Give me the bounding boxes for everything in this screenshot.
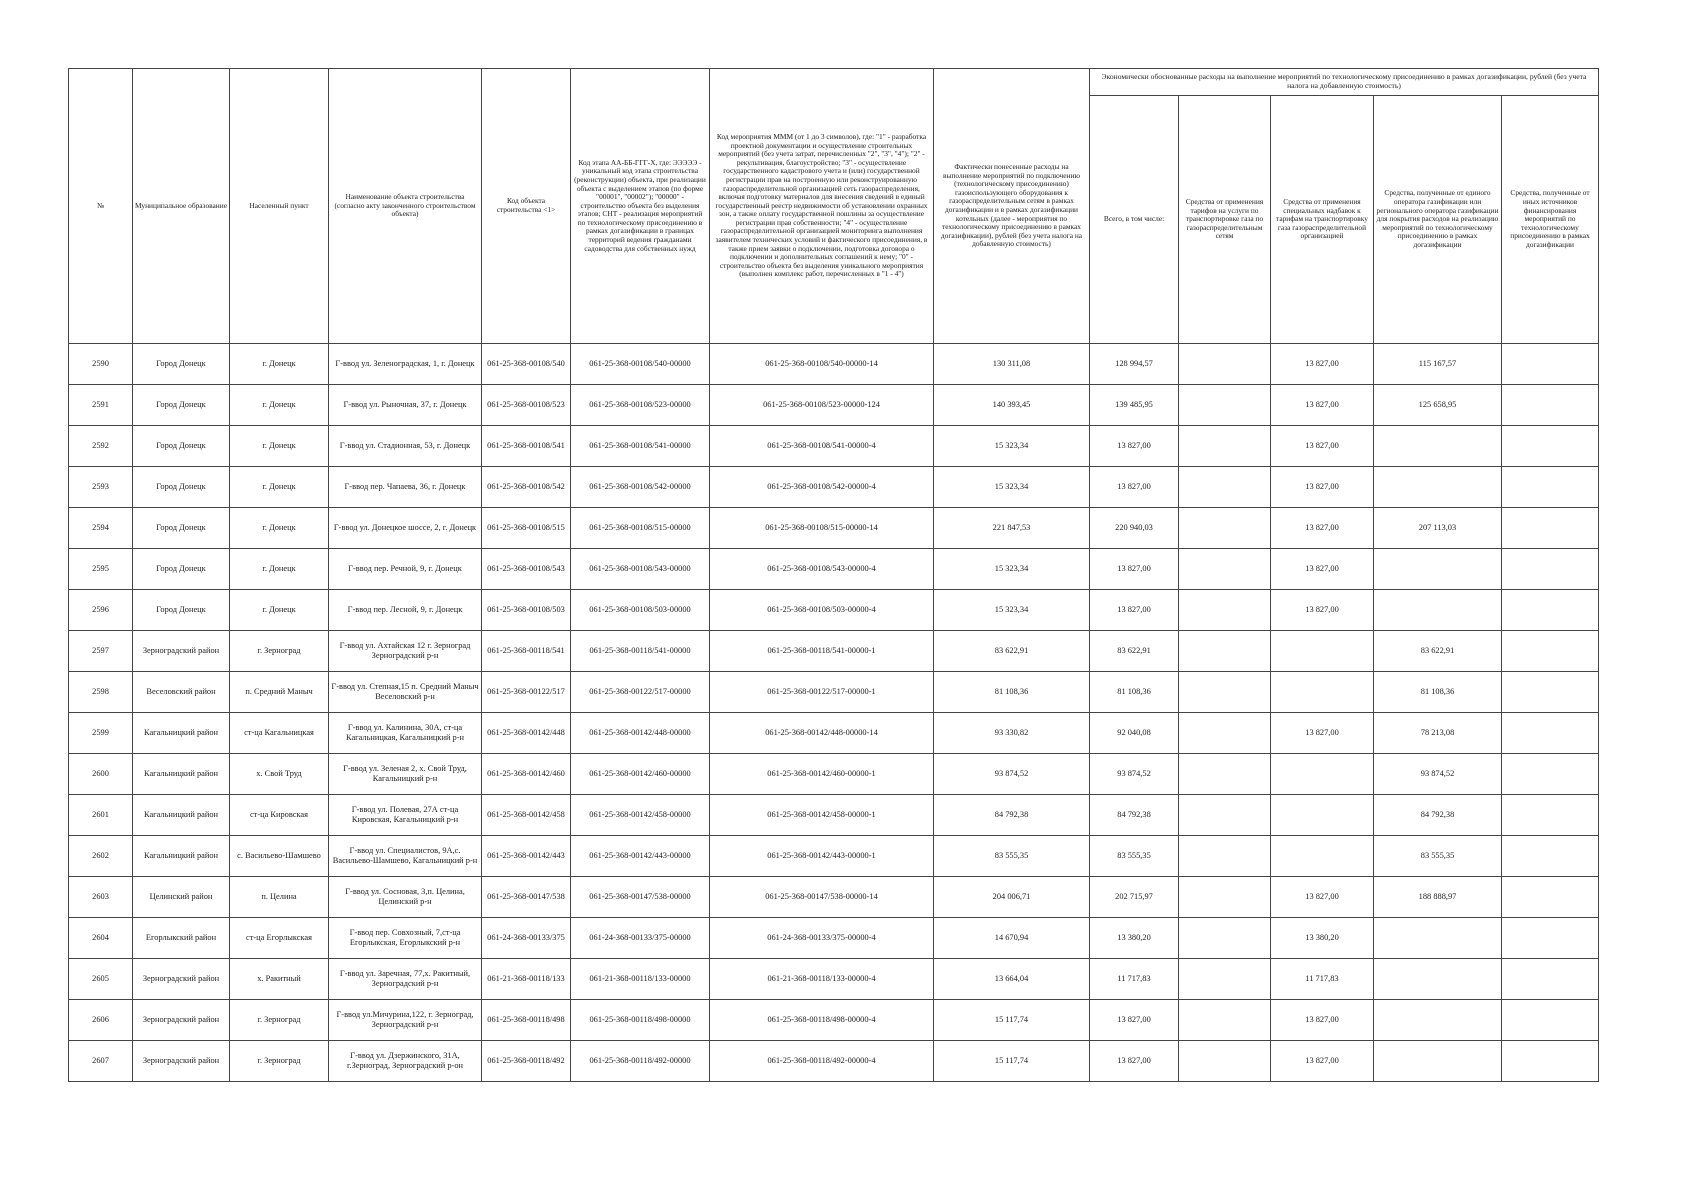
table-row bbox=[69, 344, 1599, 385]
table-row bbox=[69, 426, 1599, 467]
object-name-cell: Г-ввод ул. Зеленоградская, 1, г. Донецк bbox=[329, 344, 482, 385]
header-actual-costs: Фактически понесенные расходы на выполнение мероприятий по подключению (технологическому присоединению) газоиспользующего оборудования к газораспределительным сетям в рамках догазификации и в рамках догазификации котельных (далее - мероприятия по технологическому присоединению в рамках догазификации), рублей (без учета налога на добавленную стоимость) bbox=[934, 69, 1090, 344]
actual-costs-cell: 13 664,04 bbox=[934, 959, 1090, 1000]
actual-costs-cell: 93 874,52 bbox=[934, 754, 1090, 795]
actual-costs-cell: 81 108,36 bbox=[934, 672, 1090, 713]
row-number: 2598 bbox=[69, 672, 133, 713]
object-code-cell: 061-24-368-00133/375 bbox=[482, 918, 571, 959]
stage-code-cell: 061-25-368-00118/492-00000 bbox=[571, 1041, 710, 1082]
municipality-cell: Кагальницкий район bbox=[133, 795, 230, 836]
surcharge-funds-cell: 13 827,00 bbox=[1271, 467, 1374, 508]
actual-costs-cell: 93 330,82 bbox=[934, 713, 1090, 754]
table-row bbox=[69, 385, 1599, 426]
other-funds-cell bbox=[1502, 549, 1599, 590]
object-name-cell: Г-ввод ул. Ахтайская 12 г. Зерноград Зерноградский р-н bbox=[329, 631, 482, 672]
municipality-cell: Город Донецк bbox=[133, 385, 230, 426]
event-code-cell: 061-25-368-00118/498-00000-4 bbox=[710, 1000, 934, 1041]
other-funds-cell bbox=[1502, 959, 1599, 1000]
operator-funds-cell: 83 555,35 bbox=[1374, 836, 1502, 877]
event-code-cell: 061-25-368-00122/517-00000-1 bbox=[710, 672, 934, 713]
table-row bbox=[69, 795, 1599, 836]
stage-code-cell: 061-25-368-00108/540-00000 bbox=[571, 344, 710, 385]
header-operator-funds: Средства, полученные от единого оператора газификации или регионального оператора газификации для покрытия расходов на реализацию мероприятий по технологическому присоединению в рамках догазификации bbox=[1374, 96, 1502, 344]
row-number: 2593 bbox=[69, 467, 133, 508]
operator-funds-cell: 78 213,08 bbox=[1374, 713, 1502, 754]
total-cell: 128 994,57 bbox=[1090, 344, 1179, 385]
operator-funds-cell: 81 108,36 bbox=[1374, 672, 1502, 713]
stage-code-cell: 061-25-368-00108/523-00000 bbox=[571, 385, 710, 426]
surcharge-funds-cell: 13 827,00 bbox=[1271, 385, 1374, 426]
other-funds-cell bbox=[1502, 508, 1599, 549]
total-cell: 13 827,00 bbox=[1090, 1041, 1179, 1082]
table-row bbox=[69, 549, 1599, 590]
municipality-cell: Зерноградский район bbox=[133, 1000, 230, 1041]
settlement-cell: г. Донецк bbox=[230, 344, 329, 385]
row-number: 2591 bbox=[69, 385, 133, 426]
operator-funds-cell bbox=[1374, 549, 1502, 590]
settlement-cell: г. Зерноград bbox=[230, 1000, 329, 1041]
table-row bbox=[69, 877, 1599, 918]
municipality-cell: Зерноградский район bbox=[133, 959, 230, 1000]
actual-costs-cell: 15 323,34 bbox=[934, 590, 1090, 631]
object-code-cell: 061-25-368-00118/498 bbox=[482, 1000, 571, 1041]
total-cell: 139 485,95 bbox=[1090, 385, 1179, 426]
object-code-cell: 061-25-368-00142/448 bbox=[482, 713, 571, 754]
municipality-cell: Кагальницкий район bbox=[133, 754, 230, 795]
operator-funds-cell: 207 113,03 bbox=[1374, 508, 1502, 549]
surcharge-funds-cell: 13 827,00 bbox=[1271, 426, 1374, 467]
row-number: 2605 bbox=[69, 959, 133, 1000]
row-number: 2600 bbox=[69, 754, 133, 795]
header-object-name: Наименование объекта строительства (согласно акту законченного строительством объекта) bbox=[329, 69, 482, 344]
total-cell: 83 555,35 bbox=[1090, 836, 1179, 877]
header-group-economic-costs: Экономически обоснованные расходы на выполнение мероприятий по технологическому присоединению в рамках догазификации, рублей (без учета налога на добавленную стоимость) bbox=[1090, 69, 1599, 96]
actual-costs-cell: 83 555,35 bbox=[934, 836, 1090, 877]
operator-funds-cell: 188 888,97 bbox=[1374, 877, 1502, 918]
row-number: 2594 bbox=[69, 508, 133, 549]
stage-code-cell: 061-25-368-00108/542-00000 bbox=[571, 467, 710, 508]
row-number: 2595 bbox=[69, 549, 133, 590]
municipality-cell: Зерноградский район bbox=[133, 1041, 230, 1082]
object-name-cell: Г-ввод ул.Мичурина,122, г. Зерноград, Зерноградский р-н bbox=[329, 1000, 482, 1041]
stage-code-cell: 061-25-368-00142/460-00000 bbox=[571, 754, 710, 795]
surcharge-funds-cell bbox=[1271, 672, 1374, 713]
header-municipality: Муниципальное образование bbox=[133, 69, 230, 344]
object-name-cell: Г-ввод ул. Калинина, 30А, ст-ца Кагальницкая, Кагальницкий р-н bbox=[329, 713, 482, 754]
municipality-cell: Город Донецк bbox=[133, 467, 230, 508]
stage-code-cell: 061-25-368-00108/543-00000 bbox=[571, 549, 710, 590]
table-row bbox=[69, 1041, 1599, 1082]
object-code-cell: 061-25-368-00108/515 bbox=[482, 508, 571, 549]
object-code-cell: 061-25-368-00118/492 bbox=[482, 1041, 571, 1082]
object-code-cell: 061-25-368-00122/517 bbox=[482, 672, 571, 713]
event-code-cell: 061-25-368-00108/503-00000-4 bbox=[710, 590, 934, 631]
event-code-cell: 061-25-368-00108/523-00000-124 bbox=[710, 385, 934, 426]
object-name-cell: Г-ввод ул. Полевая, 27А ст-ца Кировская, Кагальницкий р-н bbox=[329, 795, 482, 836]
table-row bbox=[69, 836, 1599, 877]
table-row bbox=[69, 959, 1599, 1000]
settlement-cell: х. Свой Труд bbox=[230, 754, 329, 795]
object-code-cell: 061-25-368-00108/542 bbox=[482, 467, 571, 508]
operator-funds-cell: 125 658,95 bbox=[1374, 385, 1502, 426]
settlement-cell: х. Ракитный bbox=[230, 959, 329, 1000]
object-code-cell: 061-25-368-00108/540 bbox=[482, 344, 571, 385]
operator-funds-cell bbox=[1374, 426, 1502, 467]
other-funds-cell bbox=[1502, 467, 1599, 508]
surcharge-funds-cell bbox=[1271, 795, 1374, 836]
settlement-cell: г. Зерноград bbox=[230, 631, 329, 672]
operator-funds-cell bbox=[1374, 1000, 1502, 1041]
total-cell: 13 380,20 bbox=[1090, 918, 1179, 959]
municipality-cell: Город Донецк bbox=[133, 344, 230, 385]
tariff-funds-cell bbox=[1179, 590, 1271, 631]
header-object-code: Код объекта строительства <1> bbox=[482, 69, 571, 344]
object-name-cell: Г-ввод ул. Зеленая 2, х. Свой Труд, Кагальницкий р-н bbox=[329, 754, 482, 795]
header-surcharge-funds: Средства от применения специальных надбавок к тарифам на транспортировку газа газораспределительной организацией bbox=[1271, 96, 1374, 344]
event-code-cell: 061-21-368-00118/133-00000-4 bbox=[710, 959, 934, 1000]
tariff-funds-cell bbox=[1179, 1000, 1271, 1041]
stage-code-cell: 061-25-368-00142/458-00000 bbox=[571, 795, 710, 836]
object-name-cell: Г-ввод пер. Чапаева, 36, г. Донецк bbox=[329, 467, 482, 508]
header-num: № bbox=[69, 69, 133, 344]
object-code-cell: 061-25-368-00147/538 bbox=[482, 877, 571, 918]
stage-code-cell: 061-25-368-00108/541-00000 bbox=[571, 426, 710, 467]
municipality-cell: Город Донецк bbox=[133, 549, 230, 590]
object-code-cell: 061-25-368-00142/460 bbox=[482, 754, 571, 795]
municipality-cell: Кагальницкий район bbox=[133, 836, 230, 877]
row-number: 2590 bbox=[69, 344, 133, 385]
tariff-funds-cell bbox=[1179, 385, 1271, 426]
other-funds-cell bbox=[1502, 754, 1599, 795]
object-name-cell: Г-ввод ул. Степная,15 п. Средний Маныч Веселовский р-н bbox=[329, 672, 482, 713]
stage-code-cell: 061-25-368-00142/443-00000 bbox=[571, 836, 710, 877]
surcharge-funds-cell: 13 380,20 bbox=[1271, 918, 1374, 959]
tariff-funds-cell bbox=[1179, 467, 1271, 508]
tariff-funds-cell bbox=[1179, 426, 1271, 467]
surcharge-funds-cell: 13 827,00 bbox=[1271, 549, 1374, 590]
event-code-cell: 061-25-368-00118/541-00000-1 bbox=[710, 631, 934, 672]
tariff-funds-cell bbox=[1179, 713, 1271, 754]
settlement-cell: г. Донецк bbox=[230, 590, 329, 631]
surcharge-funds-cell: 13 827,00 bbox=[1271, 508, 1374, 549]
tariff-funds-cell bbox=[1179, 549, 1271, 590]
municipality-cell: Веселовский район bbox=[133, 672, 230, 713]
table-row bbox=[69, 1000, 1599, 1041]
actual-costs-cell: 221 847,53 bbox=[934, 508, 1090, 549]
header-other-funds: Средства, полученные от иных источников финансирования мероприятий по технологическому присоединению в рамках догазификации bbox=[1502, 96, 1599, 344]
surcharge-funds-cell: 11 717,83 bbox=[1271, 959, 1374, 1000]
tariff-funds-cell bbox=[1179, 672, 1271, 713]
table-row bbox=[69, 754, 1599, 795]
municipality-cell: Кагальницкий район bbox=[133, 713, 230, 754]
operator-funds-cell: 84 792,38 bbox=[1374, 795, 1502, 836]
object-name-cell: Г-ввод пер. Совхозный, 7,ст-ца Егорлыкская, Егорлыкский р-н bbox=[329, 918, 482, 959]
object-name-cell: Г-ввод ул. Стадионная, 53, г. Донецк bbox=[329, 426, 482, 467]
row-number: 2604 bbox=[69, 918, 133, 959]
header-event-code: Код мероприятия МММ (от 1 до 3 символов), где: "1" - разработка проектной документации и осуществление строительных мероприятий (без учета затрат, перечисленных "2", "3", "4"); "2" - рекультивация, благоустройство; "3" - осуществление государственного кадастрового учета и (или) государственной регистрации прав на построенную или реконструированную газораспределительной организацией сеть газораспределения, включая подготовку материалов для внесения сведений в единый государственный реестр недвижимости об установлении охранных зон, а также оплату государственной пошлины за осуществление регистрации прав собственности; "4" - осуществление газораспределительной организацией мониторинга выполнения заявителем технических условий и фактического присоединения, в также прием заявки о подключении, подготовка договора о подключении и дополнительных соглашений к нему; "0" - строительство объекта без выделения уникального мероприятия (выполнен комплекс работ, перечисленных в "1 - 4") bbox=[710, 69, 934, 344]
table-row bbox=[69, 467, 1599, 508]
operator-funds-cell bbox=[1374, 1041, 1502, 1082]
object-code-cell: 061-25-368-00108/541 bbox=[482, 426, 571, 467]
municipality-cell: Город Донецк bbox=[133, 590, 230, 631]
tariff-funds-cell bbox=[1179, 1041, 1271, 1082]
object-name-cell: Г-ввод пер. Речной, 9, г. Донецк bbox=[329, 549, 482, 590]
actual-costs-cell: 130 311,08 bbox=[934, 344, 1090, 385]
settlement-cell: г. Зерноград bbox=[230, 1041, 329, 1082]
table-row bbox=[69, 631, 1599, 672]
event-code-cell: 061-25-368-00118/492-00000-4 bbox=[710, 1041, 934, 1082]
operator-funds-cell: 83 622,91 bbox=[1374, 631, 1502, 672]
row-number: 2602 bbox=[69, 836, 133, 877]
table-row bbox=[69, 590, 1599, 631]
row-number: 2596 bbox=[69, 590, 133, 631]
object-name-cell: Г-ввод ул. Донецкое шоссе, 2, г. Донецк bbox=[329, 508, 482, 549]
tariff-funds-cell bbox=[1179, 795, 1271, 836]
object-code-cell: 061-25-368-00142/458 bbox=[482, 795, 571, 836]
surcharge-funds-cell: 13 827,00 bbox=[1271, 877, 1374, 918]
tariff-funds-cell bbox=[1179, 918, 1271, 959]
actual-costs-cell: 15 117,74 bbox=[934, 1041, 1090, 1082]
row-number: 2601 bbox=[69, 795, 133, 836]
stage-code-cell: 061-25-368-00118/498-00000 bbox=[571, 1000, 710, 1041]
event-code-cell: 061-25-368-00108/542-00000-4 bbox=[710, 467, 934, 508]
object-code-cell: 061-25-368-00108/523 bbox=[482, 385, 571, 426]
total-cell: 81 108,36 bbox=[1090, 672, 1179, 713]
operator-funds-cell bbox=[1374, 959, 1502, 1000]
settlement-cell: п. Средний Маныч bbox=[230, 672, 329, 713]
stage-code-cell: 061-25-368-00118/541-00000 bbox=[571, 631, 710, 672]
event-code-cell: 061-25-368-00142/458-00000-1 bbox=[710, 795, 934, 836]
actual-costs-cell: 15 117,74 bbox=[934, 1000, 1090, 1041]
tariff-funds-cell bbox=[1179, 836, 1271, 877]
settlement-cell: г. Донецк bbox=[230, 549, 329, 590]
other-funds-cell bbox=[1502, 1000, 1599, 1041]
stage-code-cell: 061-25-368-00108/515-00000 bbox=[571, 508, 710, 549]
event-code-cell: 061-25-368-00142/448-00000-14 bbox=[710, 713, 934, 754]
surcharge-funds-cell: 13 827,00 bbox=[1271, 1041, 1374, 1082]
table-row bbox=[69, 672, 1599, 713]
tariff-funds-cell bbox=[1179, 754, 1271, 795]
object-name-cell: Г-ввод ул. Дзержинского, 31А, г.Зерноград, Зерноградский р-он bbox=[329, 1041, 482, 1082]
municipality-cell: Город Донецк bbox=[133, 426, 230, 467]
object-code-cell: 061-25-368-00108/543 bbox=[482, 549, 571, 590]
municipality-cell: Егорлыкский район bbox=[133, 918, 230, 959]
surcharge-funds-cell bbox=[1271, 631, 1374, 672]
row-number: 2607 bbox=[69, 1041, 133, 1082]
event-code-cell: 061-25-368-00108/515-00000-14 bbox=[710, 508, 934, 549]
operator-funds-cell: 115 167,57 bbox=[1374, 344, 1502, 385]
settlement-cell: г. Донецк bbox=[230, 508, 329, 549]
surcharge-funds-cell: 13 827,00 bbox=[1271, 590, 1374, 631]
row-number: 2606 bbox=[69, 1000, 133, 1041]
row-number: 2597 bbox=[69, 631, 133, 672]
event-code-cell: 061-25-368-00142/443-00000-1 bbox=[710, 836, 934, 877]
header-tariff-funds: Средства от применения тарифов на услуги по транспортировке газа по газораспределительным сетям bbox=[1179, 96, 1271, 344]
surcharge-funds-cell bbox=[1271, 836, 1374, 877]
object-name-cell: Г-ввод ул. Заречная, 77,х. Ракитный, Зерноградский р-н bbox=[329, 959, 482, 1000]
other-funds-cell bbox=[1502, 590, 1599, 631]
tariff-funds-cell bbox=[1179, 959, 1271, 1000]
table-row bbox=[69, 713, 1599, 754]
other-funds-cell bbox=[1502, 918, 1599, 959]
total-cell: 93 874,52 bbox=[1090, 754, 1179, 795]
other-funds-cell bbox=[1502, 672, 1599, 713]
tariff-funds-cell bbox=[1179, 877, 1271, 918]
total-cell: 13 827,00 bbox=[1090, 467, 1179, 508]
dogazification-costs-table bbox=[68, 68, 1599, 1082]
settlement-cell: г. Донецк bbox=[230, 385, 329, 426]
event-code-cell: 061-25-368-00147/538-00000-14 bbox=[710, 877, 934, 918]
actual-costs-cell: 140 393,45 bbox=[934, 385, 1090, 426]
actual-costs-cell: 15 323,34 bbox=[934, 467, 1090, 508]
surcharge-funds-cell: 13 827,00 bbox=[1271, 344, 1374, 385]
actual-costs-cell: 84 792,38 bbox=[934, 795, 1090, 836]
other-funds-cell bbox=[1502, 795, 1599, 836]
settlement-cell: г. Донецк bbox=[230, 467, 329, 508]
surcharge-funds-cell: 13 827,00 bbox=[1271, 1000, 1374, 1041]
other-funds-cell bbox=[1502, 713, 1599, 754]
other-funds-cell bbox=[1502, 1041, 1599, 1082]
settlement-cell: п. Целина bbox=[230, 877, 329, 918]
total-cell: 92 040,08 bbox=[1090, 713, 1179, 754]
object-name-cell: Г-ввод ул. Рыночная, 37, г. Донецк bbox=[329, 385, 482, 426]
total-cell: 13 827,00 bbox=[1090, 426, 1179, 467]
total-cell: 13 827,00 bbox=[1090, 549, 1179, 590]
event-code-cell: 061-25-368-00108/540-00000-14 bbox=[710, 344, 934, 385]
other-funds-cell bbox=[1502, 877, 1599, 918]
object-code-cell: 061-25-368-00142/443 bbox=[482, 836, 571, 877]
municipality-cell: Зерноградский район bbox=[133, 631, 230, 672]
object-code-cell: 061-25-368-00108/503 bbox=[482, 590, 571, 631]
stage-code-cell: 061-25-368-00108/503-00000 bbox=[571, 590, 710, 631]
table-row bbox=[69, 918, 1599, 959]
surcharge-funds-cell: 13 827,00 bbox=[1271, 713, 1374, 754]
operator-funds-cell bbox=[1374, 467, 1502, 508]
total-cell: 83 622,91 bbox=[1090, 631, 1179, 672]
stage-code-cell: 061-25-368-00122/517-00000 bbox=[571, 672, 710, 713]
object-name-cell: Г-ввод ул. Сосновая, 3,п. Целина, Целинский р-н bbox=[329, 877, 482, 918]
stage-code-cell: 061-25-368-00142/448-00000 bbox=[571, 713, 710, 754]
total-cell: 220 940,03 bbox=[1090, 508, 1179, 549]
total-cell: 13 827,00 bbox=[1090, 1000, 1179, 1041]
other-funds-cell bbox=[1502, 385, 1599, 426]
actual-costs-cell: 15 323,34 bbox=[934, 549, 1090, 590]
object-name-cell: Г-ввод пер. Лесной, 9, г. Донецк bbox=[329, 590, 482, 631]
operator-funds-cell bbox=[1374, 918, 1502, 959]
stage-code-cell: 061-25-368-00147/538-00000 bbox=[571, 877, 710, 918]
actual-costs-cell: 15 323,34 bbox=[934, 426, 1090, 467]
event-code-cell: 061-25-368-00108/541-00000-4 bbox=[710, 426, 934, 467]
other-funds-cell bbox=[1502, 836, 1599, 877]
stage-code-cell: 061-24-368-00133/375-00000 bbox=[571, 918, 710, 959]
municipality-cell: Целинский район bbox=[133, 877, 230, 918]
stage-code-cell: 061-21-368-00118/133-00000 bbox=[571, 959, 710, 1000]
operator-funds-cell bbox=[1374, 590, 1502, 631]
row-number: 2592 bbox=[69, 426, 133, 467]
total-cell: 11 717,83 bbox=[1090, 959, 1179, 1000]
header-row-top bbox=[69, 69, 1599, 96]
settlement-cell: г. Донецк bbox=[230, 426, 329, 467]
object-code-cell: 061-21-368-00118/133 bbox=[482, 959, 571, 1000]
total-cell: 84 792,38 bbox=[1090, 795, 1179, 836]
total-cell: 202 715,97 bbox=[1090, 877, 1179, 918]
total-cell: 13 827,00 bbox=[1090, 590, 1179, 631]
event-code-cell: 061-24-368-00133/375-00000-4 bbox=[710, 918, 934, 959]
header-settlement: Населенный пункт bbox=[230, 69, 329, 344]
row-number: 2599 bbox=[69, 713, 133, 754]
header-stage-code: Код этапа АА-ББ-ГГГ-Х, где: ЭЭЭЭЭ - уникальный код этапа строительства (реконструкции) объекта, при реализации объекта с выделением этапов (по форме "00001", "00002"); "00000" - строительство объекта без выделения этапов; СНТ - реализация мероприятий по технологическому присоединению в рамках догазификации в границах территорий ведения гражданами садоводства для собственных нужд bbox=[571, 69, 710, 344]
other-funds-cell bbox=[1502, 344, 1599, 385]
other-funds-cell bbox=[1502, 426, 1599, 467]
event-code-cell: 061-25-368-00108/543-00000-4 bbox=[710, 549, 934, 590]
settlement-cell: ст-ца Кировская bbox=[230, 795, 329, 836]
other-funds-cell bbox=[1502, 631, 1599, 672]
event-code-cell: 061-25-368-00142/460-00000-1 bbox=[710, 754, 934, 795]
actual-costs-cell: 204 006,71 bbox=[934, 877, 1090, 918]
settlement-cell: с. Васильево-Шамшево bbox=[230, 836, 329, 877]
table-row bbox=[69, 508, 1599, 549]
row-number: 2603 bbox=[69, 877, 133, 918]
object-name-cell: Г-ввод ул. Специалистов, 9А,с. Васильево-Шамшево, Кагальницкий р-н bbox=[329, 836, 482, 877]
settlement-cell: ст-ца Егорлыкская bbox=[230, 918, 329, 959]
surcharge-funds-cell bbox=[1271, 754, 1374, 795]
actual-costs-cell: 14 670,94 bbox=[934, 918, 1090, 959]
operator-funds-cell: 93 874,52 bbox=[1374, 754, 1502, 795]
tariff-funds-cell bbox=[1179, 508, 1271, 549]
municipality-cell: Город Донецк bbox=[133, 508, 230, 549]
header-total: Всего, в том числе: bbox=[1090, 96, 1179, 344]
document-page bbox=[68, 68, 1599, 1082]
tariff-funds-cell bbox=[1179, 344, 1271, 385]
object-code-cell: 061-25-368-00118/541 bbox=[482, 631, 571, 672]
actual-costs-cell: 83 622,91 bbox=[934, 631, 1090, 672]
table-body bbox=[69, 344, 1599, 1082]
settlement-cell: ст-ца Кагальницкая bbox=[230, 713, 329, 754]
tariff-funds-cell bbox=[1179, 631, 1271, 672]
